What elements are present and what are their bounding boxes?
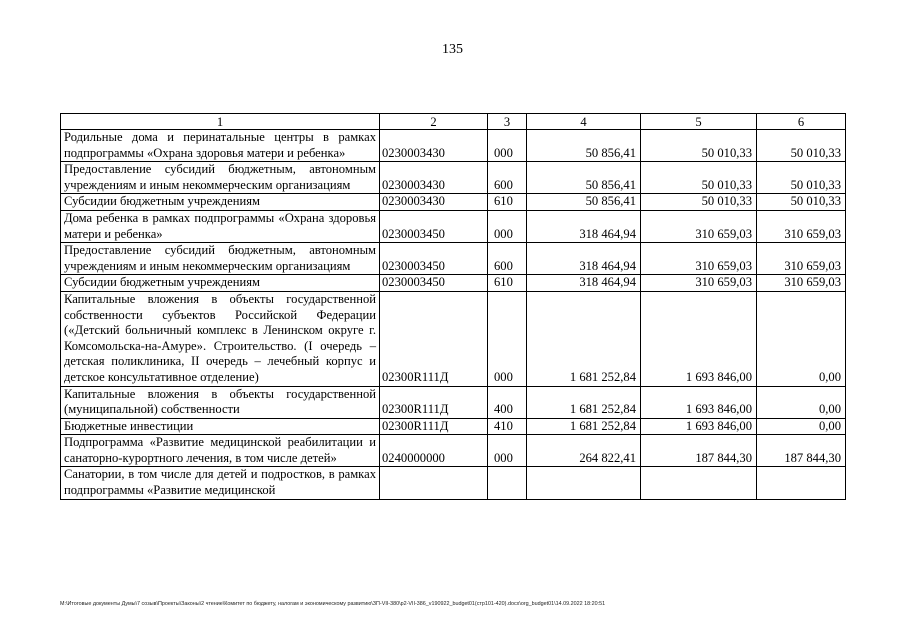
row-description: Санатории, в том числе для детей и подростков, в рамках подпрограммы «Развитие медицинской [61,467,380,499]
row-expense-type: 000 [488,210,527,242]
col-header-3: 3 [488,114,527,130]
table-row [61,162,846,194]
row-target-code: 02300R111Д [380,386,488,418]
row-expense-type: 000 [488,291,527,386]
row-amount-2: 1 693 846,00 [641,291,757,386]
row-amount-3: 50 010,33 [757,162,846,194]
row-target-code [380,467,488,499]
row-amount-3 [757,467,846,499]
row-amount-1 [527,467,641,499]
row-amount-1: 1 681 252,84 [527,418,641,435]
row-description: Предоставление субсидий бюджетным, автономным учреждениям и иным некоммерческим организациям [61,243,380,275]
row-amount-1: 1 681 252,84 [527,386,641,418]
row-target-code: 0230003450 [380,243,488,275]
row-amount-3: 187 844,30 [757,435,846,467]
table-row [61,210,846,242]
row-amount-1: 318 464,94 [527,275,641,292]
row-expense-type: 600 [488,243,527,275]
table-row [61,467,846,499]
row-amount-2: 50 010,33 [641,130,757,162]
col-header-1: 1 [61,114,380,130]
table-row [61,418,846,435]
row-amount-1: 318 464,94 [527,243,641,275]
row-amount-3: 50 010,33 [757,130,846,162]
row-target-code: 0230003450 [380,275,488,292]
col-header-5: 5 [641,114,757,130]
row-target-code: 0240000000 [380,435,488,467]
row-description: Дома ребенка в рамках подпрограммы «Охрана здоровья матери и ребенка» [61,210,380,242]
row-description: Предоставление субсидий бюджетным, автономным учреждениям и иным некоммерческим организациям [61,162,380,194]
row-target-code: 0230003430 [380,194,488,211]
row-amount-2: 310 659,03 [641,243,757,275]
row-expense-type: 000 [488,435,527,467]
col-header-2: 2 [380,114,488,130]
document-file-path: M:\Итоговые документы Думы\7 созыв\Проекты\Законы\2 чтение\Комитет по бюджету, налогам и экономическому развитию\ЗП-VII-380\р2-VII-386_v190922_budget01(стр101-420).docx\org_budget01\14.09.2022 18:20:51 [60,601,606,607]
row-amount-1: 50 856,41 [527,194,641,211]
row-amount-1: 264 822,41 [527,435,641,467]
row-amount-2: 50 010,33 [641,194,757,211]
row-amount-2: 1 693 846,00 [641,386,757,418]
row-description: Подпрограмма «Развитие медицинской реабилитации и санаторно-курортного лечения, в том числе детей» [61,435,380,467]
table-header-row [61,114,846,130]
row-description: Субсидии бюджетным учреждениям [61,275,380,292]
row-amount-3: 0,00 [757,291,846,386]
table-row [61,435,846,467]
col-header-6: 6 [757,114,846,130]
table-row [61,130,846,162]
row-expense-type: 610 [488,275,527,292]
row-description: Субсидии бюджетным учреждениям [61,194,380,211]
table-row [61,275,846,292]
row-description: Бюджетные инвестиции [61,418,380,435]
row-amount-1: 50 856,41 [527,130,641,162]
row-amount-3: 310 659,03 [757,243,846,275]
row-amount-2 [641,467,757,499]
row-expense-type: 610 [488,194,527,211]
row-amount-3: 0,00 [757,386,846,418]
row-target-code: 02300R111Д [380,418,488,435]
row-amount-3: 50 010,33 [757,194,846,211]
row-expense-type: 600 [488,162,527,194]
row-amount-2: 1 693 846,00 [641,418,757,435]
row-amount-3: 0,00 [757,418,846,435]
row-amount-1: 50 856,41 [527,162,641,194]
row-description: Капитальные вложения в объекты государственной собственности субъектов Российской Федерации («Детский больничный комплекс в Ленинском округе г. Комсомольска-на-Амуре». Строительство. (I очередь – детская поликлиника, II очередь – лечебный корпус и детское консультативное отделение) [61,291,380,386]
table-row [61,243,846,275]
page-number: 135 [442,42,463,57]
row-amount-2: 50 010,33 [641,162,757,194]
row-target-code: 0230003430 [380,130,488,162]
row-expense-type: 400 [488,386,527,418]
row-amount-3: 310 659,03 [757,210,846,242]
row-target-code: 02300R111Д [380,291,488,386]
row-amount-2: 310 659,03 [641,275,757,292]
row-amount-3: 310 659,03 [757,275,846,292]
table-row [61,386,846,418]
row-expense-type: 410 [488,418,527,435]
row-description: Капитальные вложения в объекты государственной (муниципальной) собственности [61,386,380,418]
row-amount-2: 187 844,30 [641,435,757,467]
budget-table [60,113,846,500]
row-target-code: 0230003430 [380,162,488,194]
row-amount-1: 1 681 252,84 [527,291,641,386]
row-description: Родильные дома и перинатальные центры в рамках подпрограммы «Охрана здоровья матери и ребенка» [61,130,380,162]
row-target-code: 0230003450 [380,210,488,242]
table-row [61,194,846,211]
row-expense-type [488,467,527,499]
row-expense-type: 000 [488,130,527,162]
table-row [61,291,846,386]
row-amount-1: 318 464,94 [527,210,641,242]
row-amount-2: 310 659,03 [641,210,757,242]
col-header-4: 4 [527,114,641,130]
